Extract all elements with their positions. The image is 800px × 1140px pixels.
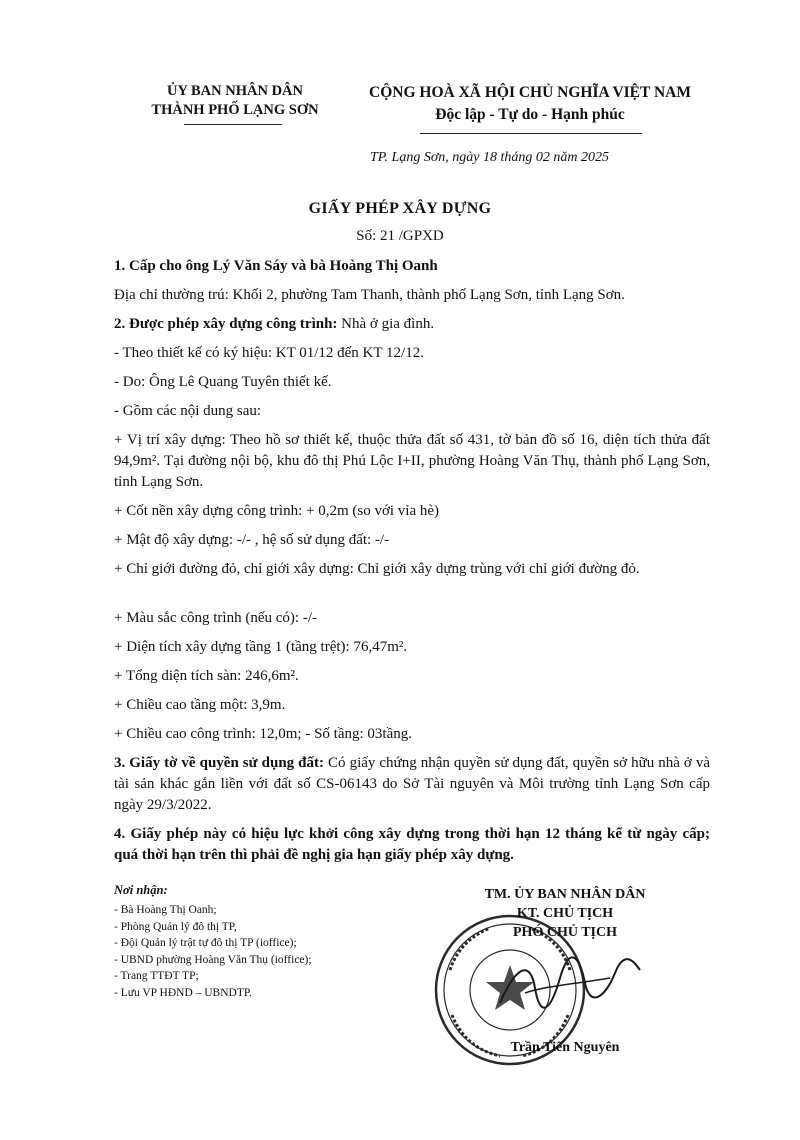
issuing-authority bbox=[120, 82, 350, 120]
recipients-list bbox=[114, 902, 312, 1001]
list-item: - UBND phường Hoàng Văn Thụ (ioffice); bbox=[114, 953, 312, 966]
list-item: - Phòng Quản lý đô thị TP, bbox=[114, 920, 237, 933]
motto-underline bbox=[420, 133, 642, 134]
signer-name: Trần Tiến Nguyên bbox=[510, 1040, 620, 1055]
handwritten-signature-icon bbox=[495, 948, 645, 1018]
section-2-label: 2. Được phép xây dựng công trình: bbox=[114, 316, 338, 332]
ground-floor-height: + Chiều cao tầng một: 3,9m. bbox=[114, 697, 286, 713]
section-2-value: Nhà ở gia đình. bbox=[337, 316, 435, 332]
building-height: + Chiều cao công trình: 12,0m; - Số tầng: 03tầng. bbox=[114, 726, 413, 742]
list-item: - Trang TTĐT TP; bbox=[114, 970, 199, 982]
section-2-heading bbox=[114, 314, 434, 335]
recipients-title: Nơi nhận: bbox=[114, 883, 168, 897]
section-1-heading: 1. Cấp cho ông Lý Văn Sáy và bà Hoàng Thị Oanh bbox=[114, 258, 438, 274]
document-number: Số: 21 /GPXD bbox=[356, 228, 444, 244]
signature-line-3: PHÓ CHỦ TỊCH bbox=[513, 925, 617, 940]
list-item: - Lưu VP HĐND – UBNDTP. bbox=[114, 986, 252, 999]
total-floor-area: + Tổng diện tích sàn: 246,6m². bbox=[114, 668, 299, 684]
permanent-address: Địa chỉ thường trú: Khối 2, phường Tam Thanh, thành phố Lạng Sơn, tỉnh Lạng Sơn. bbox=[114, 287, 625, 303]
date-line: TP. Lạng Sơn, ngày 18 tháng 02 năm 2025 bbox=[370, 150, 610, 165]
signature-line-2: KT. CHỦ TỊCH bbox=[516, 906, 614, 921]
building-density: + Mật độ xây dựng: -/- , hệ số sử dụng đất: -/- bbox=[114, 532, 390, 548]
national-motto bbox=[350, 82, 710, 126]
document-title: GIẤY PHÉP XÂY DỰNG bbox=[308, 200, 492, 217]
motto: Độc lập - Tự do - Hạnh phúc bbox=[435, 106, 625, 123]
country-name: CỘNG HOÀ XÃ HỘI CHỦ NGHĨA VIỆT NAM bbox=[369, 84, 691, 101]
section-3-value: Có giấy chứng nhận quyền sử dụng đất, quyền sở hữu nhà ở và tài sản khác gắn liền với đất số CS-06143 do Sở Tài nguyên và Môi trường tỉnh Lạng Sơn cấp ngày 29/3/2022. bbox=[114, 755, 710, 813]
authority-line-1: ỦY BAN NHÂN DÂN bbox=[166, 83, 303, 99]
contents-intro: - Gồm các nội dung sau: bbox=[114, 403, 262, 419]
ground-floor-area: + Diện tích xây dựng tầng 1 (tầng trệt): 76,47m². bbox=[114, 639, 408, 655]
signature-block bbox=[420, 885, 710, 942]
boundary-lines: + Chỉ giới đường đỏ, chỉ giới xây dựng: Chỉ giới xây dựng trùng với chỉ giới đường đỏ. bbox=[114, 561, 640, 577]
section-3-label: 3. Giấy tờ về quyền sử dụng đất: bbox=[114, 755, 325, 771]
authority-line-2: THÀNH PHỐ LẠNG SƠN bbox=[151, 102, 319, 118]
list-item: - Bà Hoàng Thị Oanh; bbox=[114, 904, 217, 916]
signature-line-1: TM. ỦY BAN NHÂN DÂN bbox=[484, 887, 646, 902]
list-item: - Đội Quản lý trật tự đô thị TP (ioffice); bbox=[114, 937, 297, 949]
foundation-level: + Cốt nền xây dựng công trình: + 0,2m (so với vỉa hè) bbox=[114, 503, 440, 519]
authority-underline bbox=[184, 124, 282, 125]
designer: - Do: Ông Lê Quang Tuyên thiết kế. bbox=[114, 374, 332, 390]
building-color: + Màu sắc công trình (nếu có): -/- bbox=[114, 610, 317, 626]
section-4-validity: 4. Giấy phép này có hiệu lực khởi công xây dựng trong thời hạn 12 tháng kể từ ngày cấp; quá thời hạn trên thì phải đề nghị gia hạn giấy phép xây dựng. bbox=[114, 826, 710, 863]
section-3-land-rights bbox=[114, 753, 710, 816]
design-code: - Theo thiết kế có ký hiệu: KT 01/12 đến KT 12/12. bbox=[114, 345, 424, 361]
construction-location: + Vị trí xây dựng: Theo hồ sơ thiết kế, thuộc thửa đất số 431, tờ bản đồ số 16, diện tích thửa đất 94,9m². Tại đường nội bộ, khu đô thị Phú Lộc I+II, phường Hoàng Văn Thụ, thành phố Lạng Sơn, tỉnh Lạng Sơn. bbox=[114, 432, 710, 490]
